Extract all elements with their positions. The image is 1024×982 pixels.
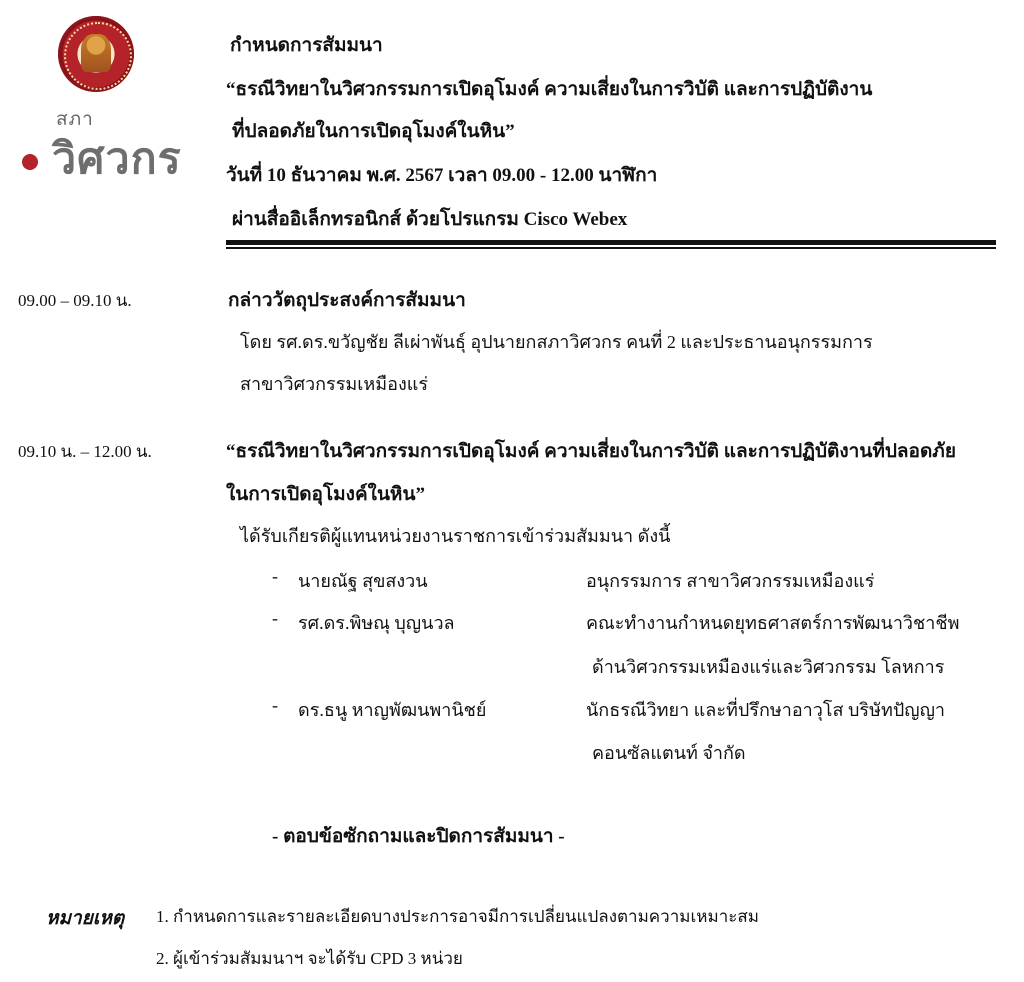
agenda-title-2a: “ธรณีวิทยาในวิศวกรรมการเปิดอุโมงค์ ความเสี่ยงในการวิบัติ และการปฏิบัติงานที่ปลอดภัย bbox=[226, 441, 956, 462]
agenda-time-2: 09.10 น. – 12.00 น. bbox=[18, 442, 152, 461]
notes-label: หมายเหตุ bbox=[46, 908, 125, 929]
agenda-title-1: กล่าววัตถุประสงค์การสัมมนา bbox=[228, 290, 466, 311]
speaker-name: รศ.ดร.พิษณุ บุญนวล bbox=[298, 613, 455, 633]
header-divider bbox=[226, 240, 996, 245]
logo-dot-icon bbox=[22, 154, 38, 170]
speaker-role-cont: ด้านวิศวกรรมเหมืองแร่และวิศวกรรม โลหการ bbox=[592, 657, 945, 677]
speaker-dash: - bbox=[272, 608, 278, 628]
logo-text-large: วิศวกร bbox=[52, 134, 182, 184]
agenda-title-2b: ในการเปิดอุโมงค์ในหิน” bbox=[226, 484, 425, 505]
header-line-3: ที่ปลอดภัยในการเปิดอุโมงค์ในหิน” bbox=[232, 121, 515, 142]
speaker-role-cont: คอนซัลแตนท์ จำกัด bbox=[592, 743, 746, 763]
header-line-1: กำหนดการสัมมนา bbox=[230, 35, 383, 56]
note-item-1: 1. กำหนดการและรายละเอียดบางประการอาจมีการเปลี่ยนแปลงตามความเหมาะสม bbox=[156, 907, 759, 926]
closing-line: - ตอบข้อซักถามและปิดการสัมมนา - bbox=[272, 826, 565, 847]
header-line-4: วันที่ 10 ธันวาคม พ.ศ. 2567 เวลา 09.00 - 12.00 นาฬิกา bbox=[226, 165, 658, 186]
speaker-role: นักธรณีวิทยา และที่ปรึกษาอาวุโส บริษัทปัญญา bbox=[586, 700, 946, 720]
council-seal-icon bbox=[58, 16, 134, 92]
speaker-name: ดร.ธนู หาญพัฒนพานิชย์ bbox=[298, 700, 487, 720]
speaker-dash: - bbox=[272, 695, 278, 715]
speaker-role: อนุกรรมการ สาขาวิศวกรรมเหมืองแร่ bbox=[586, 571, 875, 591]
note-item-2: 2. ผู้เข้าร่วมสัมมนาฯ จะได้รับ CPD 3 หน่วย bbox=[156, 949, 463, 968]
agenda-detail-1a: โดย รศ.ดร.ขวัญชัย ลีเผ่าพันธุ์ อุปนายกสภาวิศวกร คนที่ 2 และประธานอนุกรรมการ bbox=[240, 332, 873, 352]
agenda-detail-1b: สาขาวิศวกรรมเหมืองแร่ bbox=[240, 374, 428, 394]
header-line-5: ผ่านสื่ออิเล็กทรอนิกส์ ด้วยโปรแกรม Cisco Webex bbox=[232, 209, 628, 230]
logo-text-small: สภา bbox=[56, 108, 94, 130]
header-divider-thin bbox=[226, 247, 996, 249]
speaker-role: คณะทำงานกำหนดยุทธศาสตร์การพัฒนาวิชาชีพ bbox=[586, 613, 960, 633]
header-line-2: “ธรณีวิทยาในวิศวกรรมการเปิดอุโมงค์ ความเสี่ยงในการวิบัติ และการปฏิบัติงาน bbox=[226, 79, 873, 100]
agenda-time-1: 09.00 – 09.10 น. bbox=[18, 291, 132, 310]
council-logo bbox=[14, 14, 204, 184]
speaker-dash: - bbox=[272, 566, 278, 586]
agenda-intro: ได้รับเกียรติผู้แทนหน่วยงานราชการเข้าร่วมสัมมนา ดังนี้ bbox=[240, 526, 671, 546]
speaker-name: นายณัฐ สุขสงวน bbox=[298, 571, 428, 591]
